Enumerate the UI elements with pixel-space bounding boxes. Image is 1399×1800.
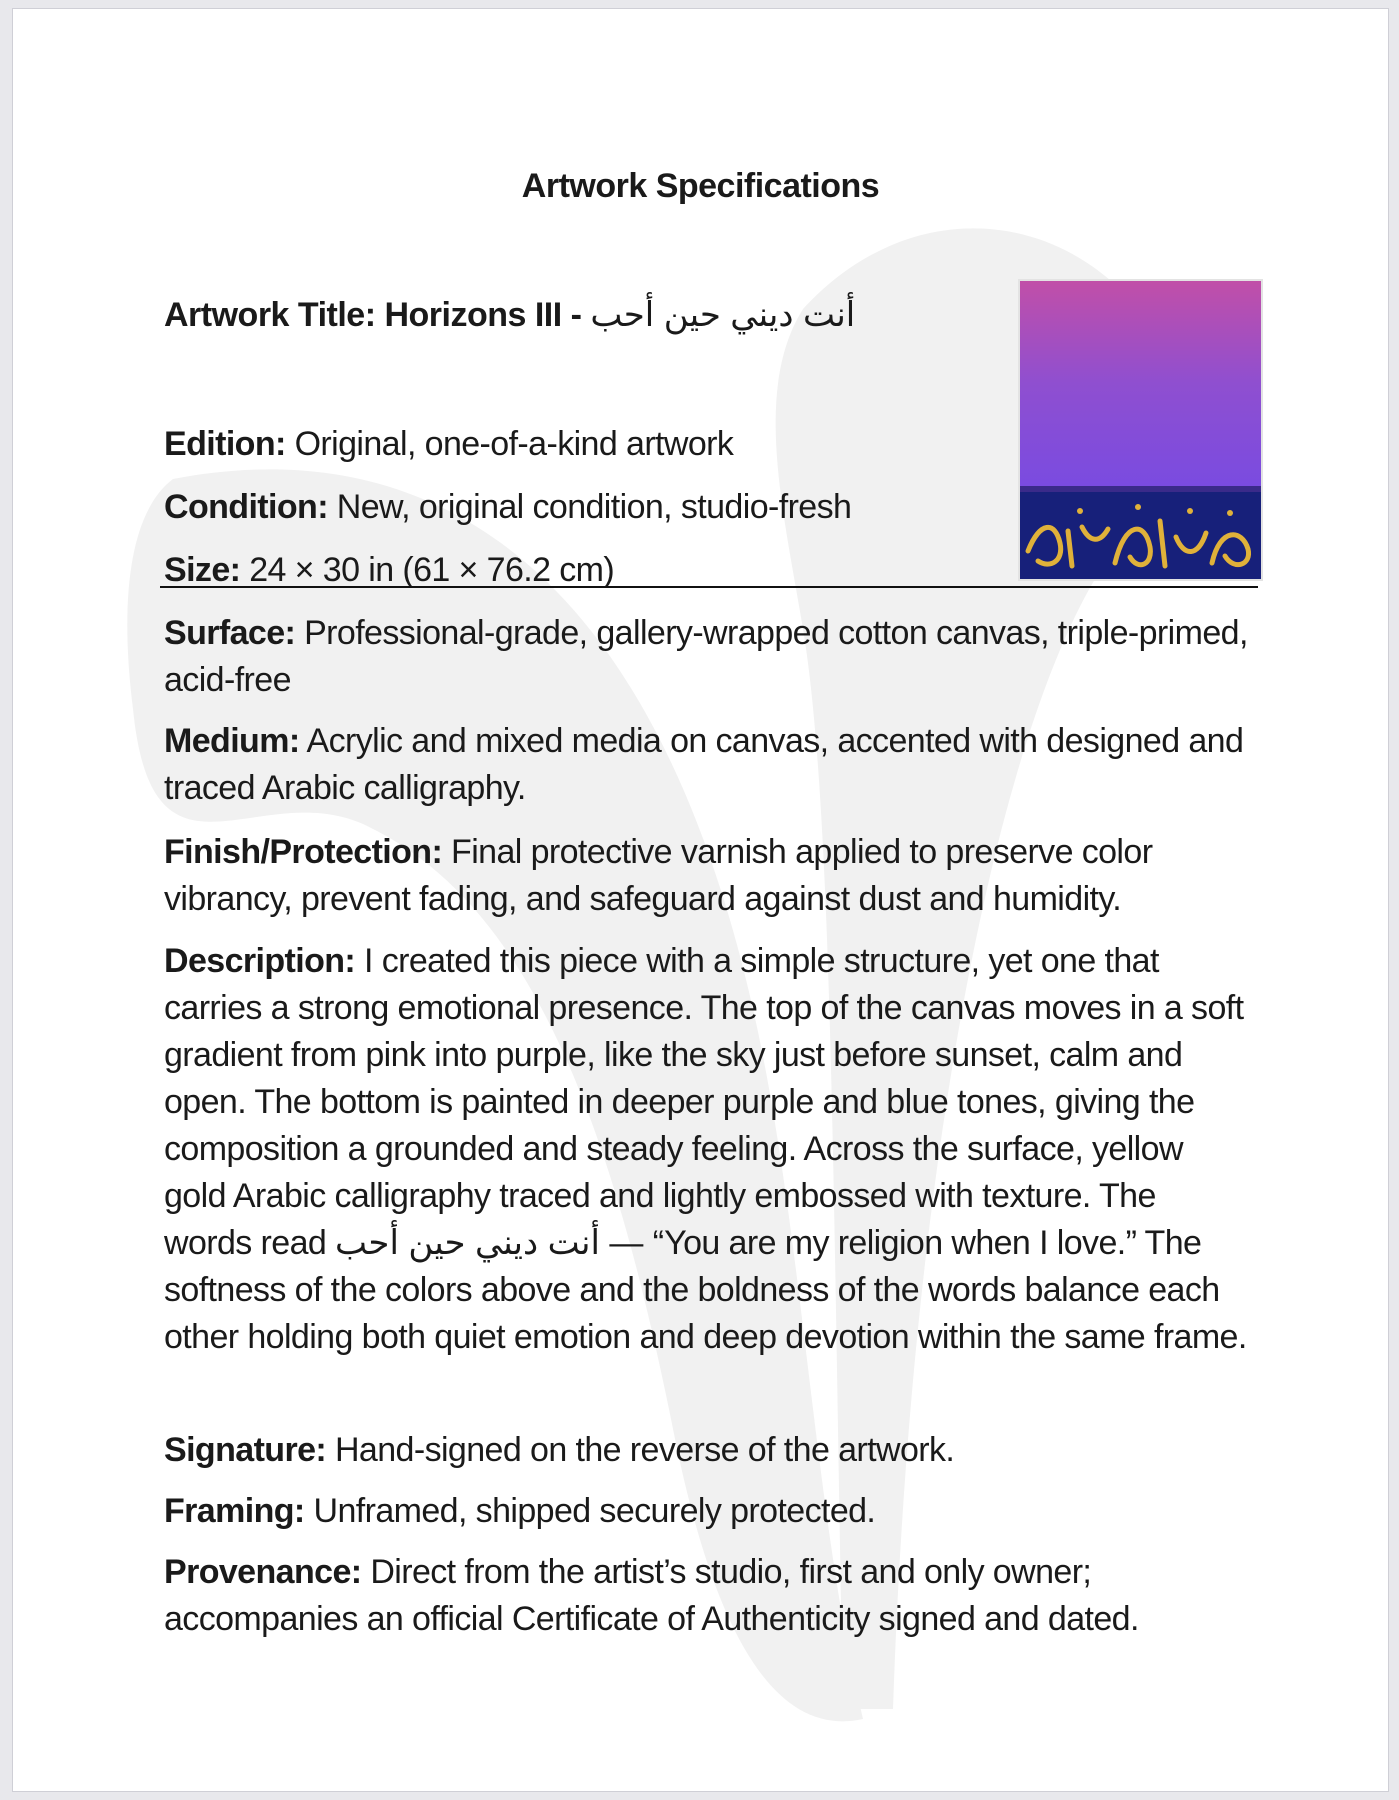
signature-label: Signature: — [164, 1431, 327, 1469]
field-finish — [164, 829, 1249, 923]
provenance-value: Direct from the artist’s studio, first and only owner; accompanies an official Certificate of Authenticity signed and dated. — [164, 1553, 1139, 1638]
condition-value: New, original condition, studio-fresh — [327, 488, 852, 526]
page-title: Artwork Specifications — [521, 167, 880, 205]
signature-value: Hand-signed on the reverse of the artwork. — [326, 1431, 955, 1469]
document-content — [13, 9, 1388, 1791]
field-edition — [164, 421, 1249, 468]
edition-value: Original, one-of-a-kind artwork — [285, 425, 734, 463]
surface-label: Surface: — [164, 614, 296, 652]
edition-label: Edition: — [164, 425, 286, 463]
artwork-title — [164, 295, 855, 335]
field-signature — [164, 1427, 1249, 1474]
size-value: 24 × 30 in (61 × 76.2 cm) — [240, 551, 615, 589]
artwork-title-arabic: أنت ديني حين أحب — [590, 296, 856, 334]
framing-value: Unframed, shipped securely protected. — [304, 1492, 876, 1530]
divider — [160, 586, 1258, 588]
field-provenance — [164, 1549, 1249, 1643]
description-value: I created this piece with a simple structure, yet one that carries a strong emotional presence. The top of the canvas moves in a soft gradient from pink into purple, like the sky just before sunset, calm and open. The bottom is painted in deeper purple and blue tones, giving the composition a grounded and steady feeling. Across the surface, yellow gold Arabic calligraphy traced and lightly embossed with texture. The words read أنت ديني حين أحب — “You are my religion when I love.” The softness of the colors above and the boldness of the words balance each other holding both quiet emotion and deep devotion within the same frame. — [164, 942, 1247, 1356]
field-medium — [164, 718, 1249, 812]
field-condition — [164, 484, 1249, 531]
provenance-label: Provenance: — [164, 1553, 362, 1591]
finish-value: Final protective varnish applied to preserve color vibrancy, prevent fading, and safeguard against dust and humidity. — [164, 833, 1153, 918]
size-label: Size: — [164, 551, 241, 589]
field-framing — [164, 1488, 1249, 1535]
field-description — [164, 938, 1249, 1361]
field-surface — [164, 610, 1249, 704]
surface-value: Professional-grade, gallery-wrapped cotton canvas, triple-primed, acid-free — [164, 614, 1248, 699]
document-page — [12, 8, 1389, 1792]
artwork-title-label: Artwork Title: Horizons III - — [164, 296, 591, 334]
condition-label: Condition: — [164, 488, 328, 526]
finish-label: Finish/Protection: — [164, 833, 443, 871]
medium-label: Medium: — [164, 722, 300, 760]
description-label: Description: — [164, 942, 356, 980]
medium-value: Acrylic and mixed media on canvas, accented with designed and traced Arabic calligraphy. — [164, 722, 1244, 807]
framing-label: Framing: — [164, 1492, 305, 1530]
